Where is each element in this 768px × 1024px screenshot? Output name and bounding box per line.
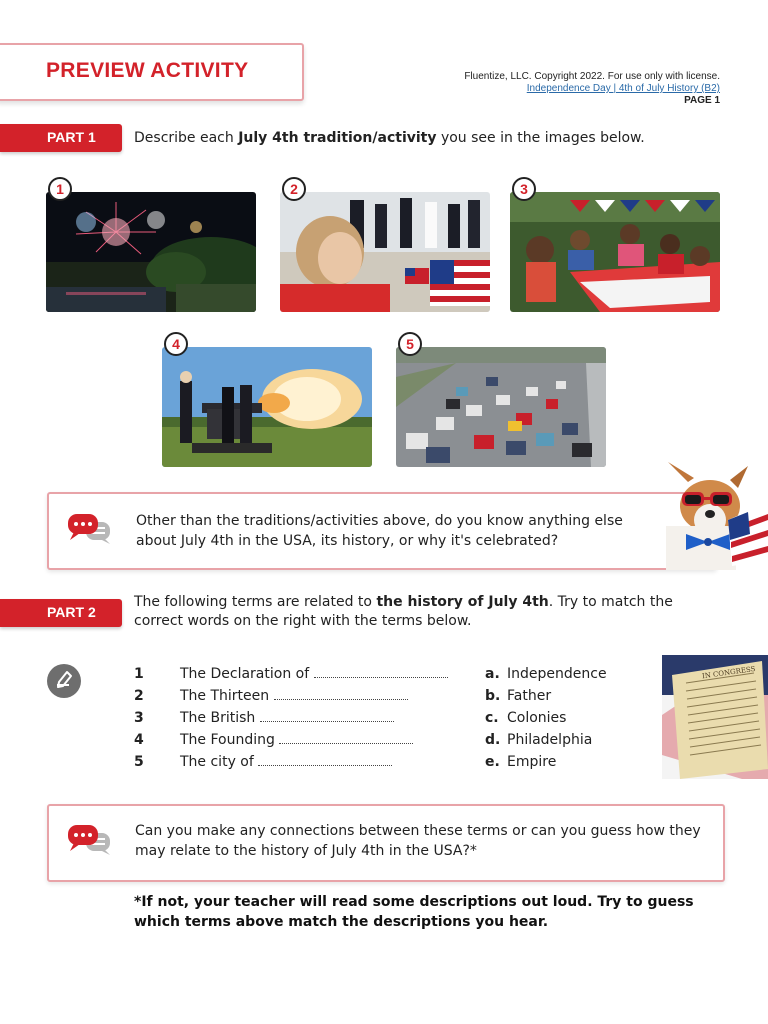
part2-label: PART 2 [47,604,96,620]
answer-row [485,663,645,685]
part1-label: PART 1 [47,129,96,145]
preview-activity-box [0,43,304,101]
part2-instruction-pre: The following terms are related to [134,594,377,610]
part1-instruction-bold: July 4th tradition/activity [238,130,437,146]
part2-discussion-question: Can you make any connections between these terms or can you guess how they may relate to the history of July 4th in the USA?* [135,823,701,859]
part2-instruction [134,593,724,631]
page-title: PREVIEW ACTIVITY [46,59,249,82]
part2-instruction-post: . Try to match the correct words on the right with the terms below. [134,594,673,629]
term-text: The British [180,710,256,726]
highway-traffic-photo [396,347,606,467]
answer-blank[interactable] [314,665,448,678]
answer-blank[interactable] [279,731,413,744]
image-number-badge: 1 [48,177,72,201]
copyright-text: Fluentize, LLC. Copyright 2022. For use only with license. [464,71,720,82]
parade-child-flag-photo [280,192,490,312]
answer-blank[interactable] [260,709,394,722]
part1-label-bar [0,124,122,152]
discussion-bubbles-icon [66,823,114,861]
term-text: The city of [180,754,254,770]
cannon-salute-photo [162,347,372,467]
image-number-badge: 5 [398,332,422,356]
terms-list [134,663,464,773]
family-picnic-photo [510,192,720,312]
term-number: 1 [134,666,144,682]
part1-discussion-question: Other than the traditions/activities above, do you know anything else about July 4th in the USA, its history, or why it's celebrated? [136,513,623,549]
answer-blank[interactable] [274,687,408,700]
answer-text: Empire [507,754,557,770]
part1-instruction-pre: Describe each [134,130,239,146]
pencil-icon [47,664,81,702]
image-number-badge: 3 [512,177,536,201]
answer-row [485,707,645,729]
answer-text: Independence [507,666,607,682]
answer-row [485,751,645,773]
svg-text:IN CONGRESS: IN CONGRESS [701,664,756,681]
patriotic-dog-image [648,462,768,574]
term-number: 5 [134,754,144,770]
image-number-badge: 2 [282,177,306,201]
term-text: The Thirteen [180,688,270,704]
term-number: 3 [134,710,144,726]
answer-blank[interactable] [258,753,392,766]
discussion-bubbles-icon [66,512,114,550]
term-row [134,685,464,707]
answer-letter: e. [485,754,500,770]
page-number: PAGE 1 [684,95,720,106]
fireworks-photo [46,192,256,312]
answer-text: Philadelphia [507,732,593,748]
term-row [134,729,464,751]
part2-instruction-bold: the history of July 4th [376,594,549,610]
answers-list [485,663,645,773]
part1-instruction [134,129,645,148]
term-number: 4 [134,732,144,748]
answer-letter: a. [485,666,500,682]
term-row [134,707,464,729]
image-number-badge: 4 [164,332,188,356]
term-text: The Founding [180,732,275,748]
term-row [134,751,464,773]
answer-text: Colonies [507,710,567,726]
term-row [134,663,464,685]
part1-instruction-post: you see in the images below. [436,130,645,146]
answer-letter: d. [485,732,501,748]
answer-text: Father [507,688,552,704]
answer-row [485,685,645,707]
declaration-document-image [662,655,768,783]
copyright-block [464,71,720,107]
answer-letter: c. [485,710,499,726]
lesson-link[interactable]: Independence Day | 4th of July History (B2) [526,83,720,94]
answer-letter: b. [485,688,501,704]
answer-row [485,729,645,751]
part2-label-bar [0,599,122,627]
teacher-footnote: *If not, your teacher will read some descriptions out loud. Try to guess which terms above match the descriptions you hear. [134,894,694,930]
term-number: 2 [134,688,144,704]
term-text: The Declaration of [180,666,310,682]
